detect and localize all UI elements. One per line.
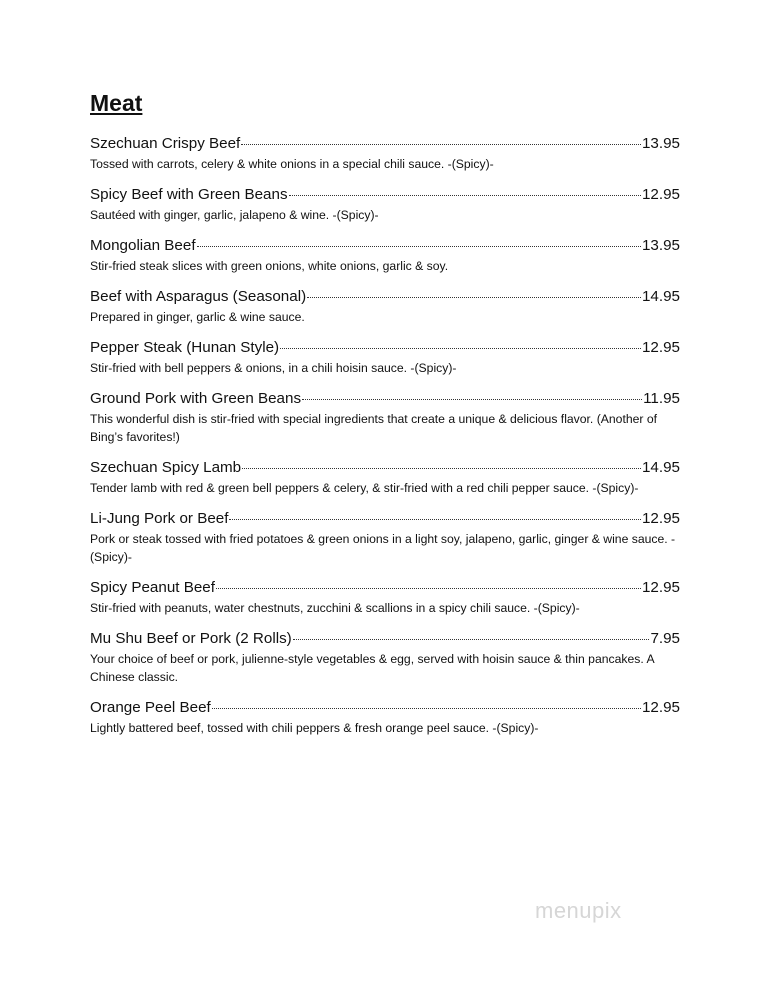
dot-leader (212, 708, 641, 709)
menu-item (90, 185, 680, 224)
item-price: 13.95 (641, 237, 680, 254)
item-price: 7.95 (650, 630, 680, 647)
item-description: Pork or steak tossed with fried potatoes & green onions in a light soy, jalapeno, garlic, ginger & wine sauce. -(Spicy)- (90, 532, 676, 564)
menu-list (90, 134, 680, 749)
item-name: Szechuan Crispy Beef (90, 135, 241, 152)
item-name: Spicy Beef with Green Beans (90, 186, 288, 203)
menu-item (90, 287, 680, 326)
menu-item (90, 236, 680, 275)
item-name: Szechuan Spicy Lamb (90, 459, 242, 476)
item-description: Lightly battered beef, tossed with chili peppers & fresh orange peel sauce. -(Spicy)- (90, 721, 539, 735)
dot-leader (197, 246, 641, 247)
item-name: Pepper Steak (Hunan Style) (90, 339, 280, 356)
item-name: Li-Jung Pork or Beef (90, 510, 229, 527)
item-description: Sautéed with ginger, garlic, jalapeno & wine. -(Spicy)- (90, 208, 379, 222)
item-description: Stir-fried steak slices with green onions, white onions, garlic & soy. (90, 259, 449, 273)
item-price: 12.95 (641, 186, 680, 203)
item-price: 13.95 (641, 135, 680, 152)
dot-leader (242, 468, 641, 469)
dot-leader (241, 144, 641, 145)
dot-leader (293, 639, 650, 640)
item-price: 14.95 (641, 288, 680, 305)
item-description: Your choice of beef or pork, julienne-style vegetables & egg, served with hoisin sauce & thin pancakes. A Chinese classic. (90, 652, 654, 684)
item-price: 12.95 (641, 510, 680, 527)
item-name: Spicy Peanut Beef (90, 579, 215, 596)
item-name: Mu Shu Beef or Pork (2 Rolls) (90, 630, 292, 647)
item-price: 11.95 (643, 390, 680, 407)
item-description: Prepared in ginger, garlic & wine sauce. (90, 310, 305, 324)
dot-leader (229, 519, 641, 520)
menu-item (90, 134, 680, 173)
menu-item (90, 338, 680, 377)
dot-leader (280, 348, 641, 349)
item-name: Ground Pork with Green Beans (90, 390, 302, 407)
dot-leader (289, 195, 641, 196)
dot-leader (302, 399, 642, 400)
item-description: Stir-fried with peanuts, water chestnuts, zucchini & scallions in a spicy chili sauce. -(Spicy)- (90, 601, 580, 615)
item-price: 12.95 (641, 579, 680, 596)
item-description: Tossed with carrots, celery & white onions in a special chili sauce. -(Spicy)- (90, 157, 494, 171)
item-name: Beef with Asparagus (Seasonal) (90, 288, 307, 305)
item-description: This wonderful dish is stir-fried with special ingredients that create a unique & delicious flavor. (Another of Bing’s favorites!) (90, 412, 658, 444)
menu-item (90, 509, 680, 566)
dot-leader (307, 297, 641, 298)
dot-leader (216, 588, 641, 589)
watermark-logo: menupix (535, 898, 622, 923)
menu-item (90, 578, 680, 617)
item-name: Mongolian Beef (90, 237, 196, 254)
item-description: Stir-fried with bell peppers & onions, in a chili hoisin sauce. -(Spicy)- (90, 361, 457, 375)
menu-item (90, 698, 680, 737)
menu-item (90, 458, 680, 497)
item-name: Orange Peel Beef (90, 699, 211, 716)
item-price: 14.95 (641, 459, 680, 476)
item-description: Tender lamb with red & green bell peppers & celery, & stir-fried with a red chili pepper sauce. -(Spicy)- (90, 481, 639, 495)
menu-item (90, 389, 680, 446)
item-price: 12.95 (641, 339, 680, 356)
menu-item (90, 629, 680, 686)
item-price: 12.95 (641, 699, 680, 716)
section-title: Meat (90, 90, 143, 116)
